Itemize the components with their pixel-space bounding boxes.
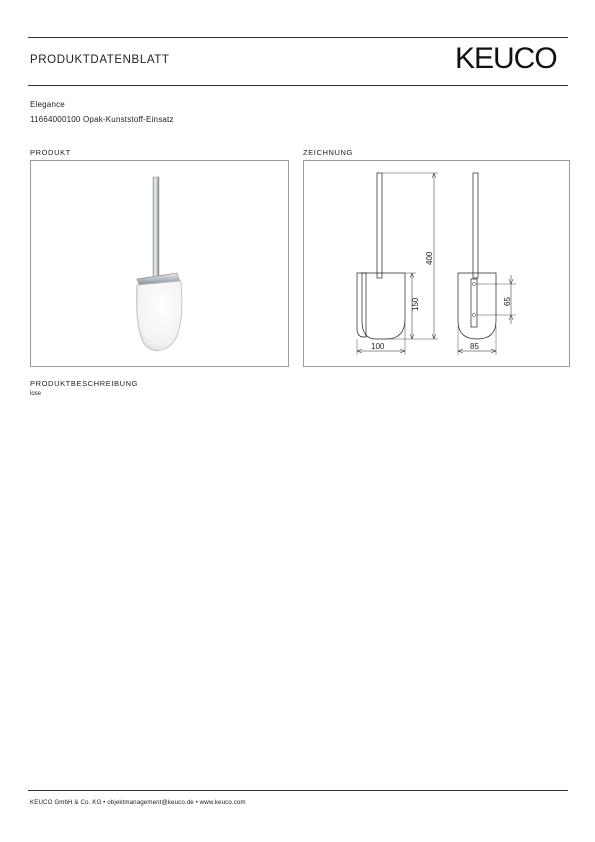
product-image-box bbox=[30, 160, 289, 367]
technical-drawing-box bbox=[303, 160, 570, 367]
side-view-wall-plate bbox=[357, 273, 366, 337]
technical-drawing bbox=[304, 161, 569, 366]
dim-text-400: 400 bbox=[425, 251, 434, 265]
beschreibung-label: PRODUKTBESCHREIBUNG bbox=[30, 379, 139, 388]
dim-text-150: 150 bbox=[411, 297, 420, 311]
beschreibung-text: lose bbox=[30, 391, 42, 397]
footer-contact: KEUCO GmbH & Co. KG • objektmanagement@keuco.de • www.keuco.com bbox=[30, 799, 246, 806]
product-article: 11664000100 Opak-Kunststoff-Einsatz bbox=[30, 115, 174, 124]
dim-text-85: 85 bbox=[470, 342, 479, 351]
front-view-wall-plate bbox=[471, 279, 477, 327]
dim-text-65: 65 bbox=[503, 297, 512, 306]
produkt-label: PRODUKT bbox=[30, 148, 71, 157]
dim-text-100: 100 bbox=[371, 342, 385, 351]
top-rule bbox=[28, 37, 568, 38]
brand-logo: KEUCO bbox=[455, 42, 557, 75]
toilet-brush-image bbox=[31, 161, 288, 366]
footer-rule bbox=[28, 790, 568, 791]
side-view-holder bbox=[362, 273, 405, 339]
header-rule bbox=[28, 85, 568, 86]
page-title: PRODUKTDATENBLATT bbox=[30, 54, 170, 66]
zeichnung-label: ZEICHNUNG bbox=[303, 148, 353, 157]
front-view-rod bbox=[473, 173, 478, 278]
side-view-rod bbox=[377, 173, 382, 278]
product-series: Elegance bbox=[30, 100, 65, 109]
